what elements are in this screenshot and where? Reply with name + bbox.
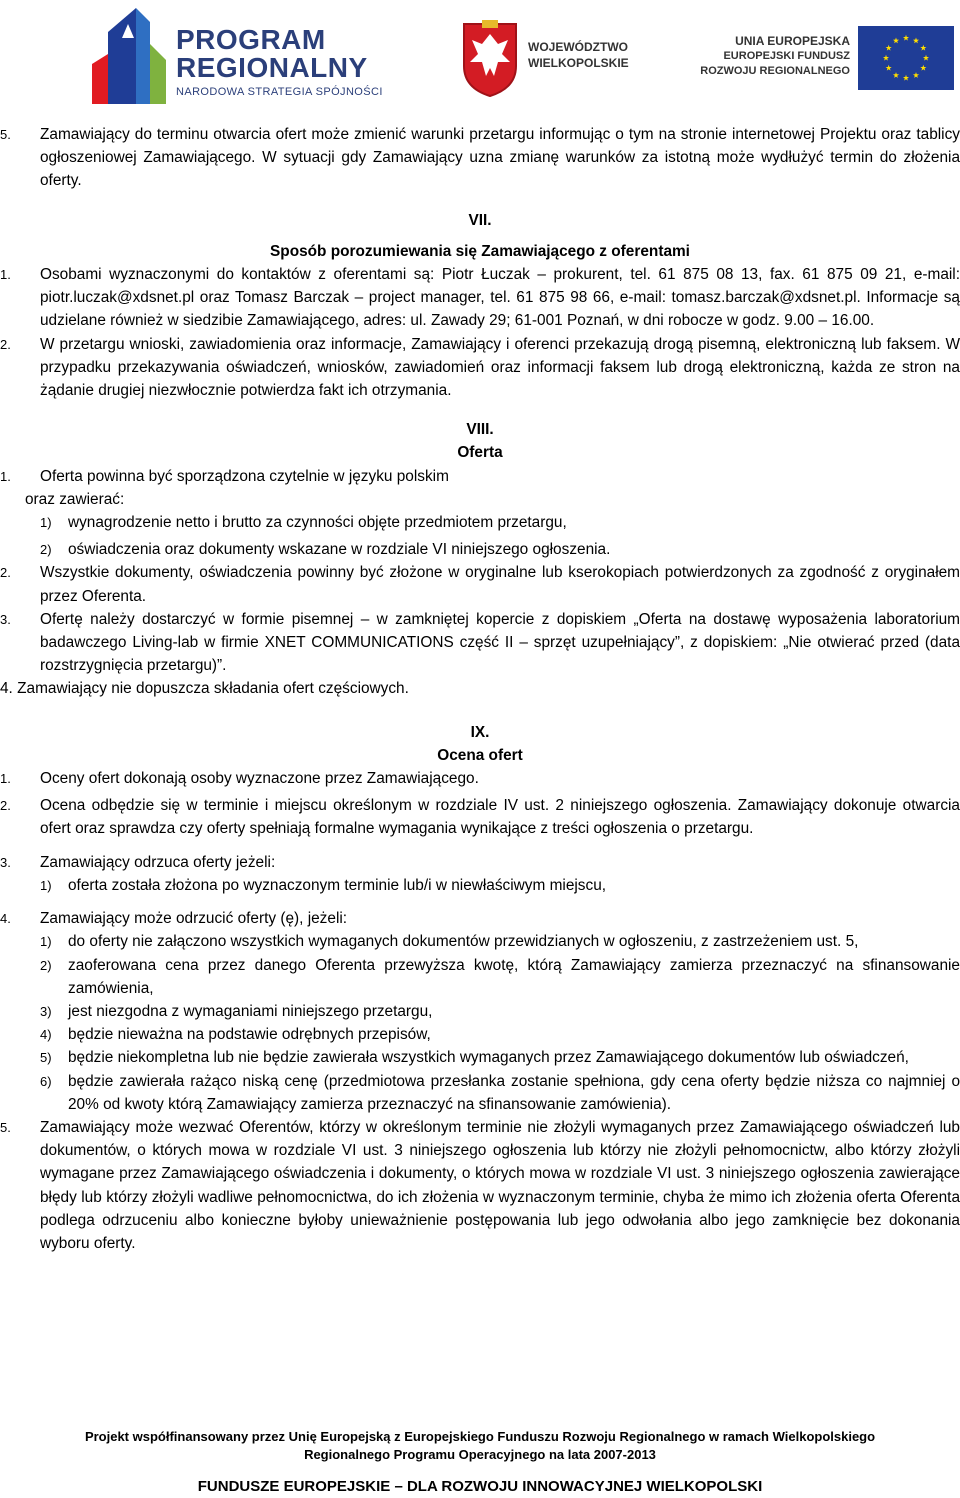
- item-text: Osobami wyznaczonymi do kontaktów z oferentami są: Piotr Łuczak – prokurent, tel. 61 875 08 13, fax. 61 875 09 21, e-mail: piotr.luczak@xdsnet.pl oraz Tomasz Barczak – project manager, tel. 61 875 98 66, e-mail: tomasz.barczak@xdsnet.pl. Informacje są udzielane również w siedzibie Zamawiającego, adres: ul. Zawady 29; 61-001 Poznań, w dni robocze w godz. 9.00 – 16.00.: [40, 266, 960, 330]
- item-text: Zamawiający może wezwać Oferentów, którzy w określonym terminie nie złożyli wymaganych przez Zamawiającego oświadczeń lub dokumentów, o których mowa w rozdziale VI ust. 3 niniejszego ogłoszenia lub którzy nie złożyli pełnomocnictw, albo którzy złożyli wymagane przez Zamawiającego oświadczenia i dokumenty, o których mowa w rozdziale VI ust. 3 niniejszego ogłoszenia zawierające błędy lub którzy złożyli wadliwe pełnomocnictwa, do ich złożenia w wyznaczonym terminie, chyba że mimo ich złożenia oferta Oferenta podlega odrzuceniu albo konieczne byłoby unieważnienie postępowania lub jego odwołania albo jego zamknięcie bez dokonania wyboru oferty.: [40, 1118, 960, 1252]
- wielkopolska-crest-icon: [460, 18, 520, 98]
- section-9-item-3-sub-1: [0, 874, 960, 897]
- sub-number: 1): [40, 877, 52, 893]
- section-8-item-1: [0, 465, 960, 488]
- sub-number: 1): [40, 515, 52, 531]
- item-text: Oceny ofert dokonają osoby wyznaczone przez Zamawiającego.: [40, 770, 479, 788]
- item-text: Oferta powinna być sporządzona czytelnie w języku polskim: [40, 467, 449, 485]
- program-regionalny-logo: [88, 4, 388, 108]
- section-8-item-4: 4. Zamawiający nie dopuszcza składania ofert częściowych.: [0, 680, 409, 698]
- sub-text: będzie nieważna na podstawie odrębnych przepisów,: [68, 1026, 431, 1044]
- sub-number: 6): [40, 1073, 52, 1089]
- sub-text: będzie niekompletna lub nie będzie zawierała wszystkich wymaganych przez Zamawiającego dokumentów lub oświadczeń,: [68, 1049, 909, 1067]
- footer-cofinancing: [0, 1428, 960, 1464]
- section-8-sub-2: [0, 538, 960, 561]
- section-9-item-4-sub-3: [0, 1000, 960, 1023]
- eu-logo: [684, 26, 960, 96]
- section-9-item-4-sub-4: [0, 1023, 960, 1046]
- wojewodztwo-line1: WOJEWÓDZTWO: [528, 40, 628, 54]
- item-number: 1.: [0, 267, 11, 283]
- footer-slogan: FUNDUSZE EUROPEJSKIE – DLA ROZWOJU INNOWACYJNEJ WIELKOPOLSKI: [197, 1478, 763, 1495]
- footer-line-1: Projekt współfinansowany przez Unię Europejską z Europejskiego Funduszu Rozwoju Regionalnego w ramach Wielkopolskiego: [84, 1429, 876, 1444]
- item-number: 5.: [0, 127, 11, 142]
- section-9-item-4: [0, 907, 960, 930]
- item-number: 2.: [0, 798, 11, 814]
- item-text: Wszystkie dokumenty, oświadczenia powinny być złożone w oryginalne lub kserokopiach potwierdzonych za zgodność z oryginałem przez Oferenta.: [40, 564, 960, 605]
- document-body: [0, 123, 960, 1255]
- section-9-item-4-sub-5: [0, 1046, 960, 1069]
- item-number: 1.: [0, 468, 11, 484]
- item-number: 3.: [0, 854, 11, 870]
- section-9-item-1: [0, 767, 960, 790]
- section-8-item-1-continuation: oraz zawierać:: [25, 490, 125, 508]
- ue-line3: ROZWOJU REGIONALNEGO: [700, 65, 850, 77]
- sub-number: 5): [40, 1050, 52, 1066]
- section-9-title: Ocena ofert: [437, 746, 523, 764]
- item-text: Ofertę należy dostarczyć w formie pisemnej – w zamkniętej kopercie z dopiskiem „Oferta na dostawę wyposażenia laboratorium badawczego Living-lab w firmie XNET COMMUNICATIONS część II – sprzęt uzupełniający”, z dopiskiem: „Nie otwierać przed (data rozstrzygnięcia przetargu)”.: [40, 610, 960, 675]
- item-number: 2.: [0, 336, 11, 352]
- item-number: 3.: [0, 611, 11, 627]
- program-regionalny-emblem-icon: [88, 4, 170, 108]
- program-line1: PROGRAM: [176, 24, 326, 55]
- header-logos: [0, 0, 960, 110]
- item-number: 5.: [0, 1119, 11, 1135]
- sub-number: 3): [40, 1003, 52, 1019]
- sub-text: oferta została złożona po wyznaczonym terminie lub/i w niewłaściwym miejscu,: [68, 876, 607, 894]
- sub-text: jest niezgodna z wymaganiami niniejszego przetargu,: [68, 1002, 433, 1020]
- wojewodztwo-logo: [460, 18, 650, 98]
- item-text: Zamawiający odrzuca oferty jeżeli:: [40, 853, 276, 871]
- section-7-item-2: [0, 333, 960, 403]
- sub-text: zaoferowana cena przez danego Oferenta przewyższa kwotę, którą Zamawiający zamierza przeznaczyć na sfinansowanie zamówienia,: [68, 956, 960, 997]
- section-8-item-2: [0, 561, 960, 607]
- item-text: Zamawiający może odrzucić oferty (ę), jeżeli:: [40, 910, 348, 928]
- ue-line1: UNIA EUROPEJSKA: [735, 34, 850, 48]
- section-7-title: Sposób porozumiewania się Zamawiającego z oferentami: [270, 242, 690, 260]
- section-9-item-4-sub-1: [0, 930, 960, 953]
- section-7-item-1: [0, 263, 960, 333]
- section-8-title: Oferta: [457, 444, 503, 462]
- section-7-roman: VII.: [468, 211, 492, 229]
- section-9-roman: IX.: [470, 723, 490, 741]
- sub-number: 2): [40, 542, 52, 558]
- wojewodztwo-line2: WIELKOPOLSKIE: [528, 56, 629, 70]
- item-number: 4.: [0, 911, 11, 927]
- intro-paragraph: [0, 123, 960, 193]
- section-8-item-3: [0, 608, 960, 678]
- sub-text: do oferty nie załączono wszystkich wymaganych dokumentów przewidzianych w ogłoszeniu, z zastrzeżeniem ust. 5,: [68, 933, 859, 951]
- ue-line2: EUROPEJSKI FUNDUSZ: [723, 50, 850, 62]
- section-9-item-5: [0, 1116, 960, 1255]
- sub-number: 1): [40, 934, 52, 950]
- item-number: 1.: [0, 771, 11, 787]
- item-text: Ocena odbędzie się w terminie i miejscu określonym w rozdziale IV ust. 2 niniejszego ogłoszenia. Zamawiający dokonuje otwarcia ofert oraz sprawdza czy oferty spełniają formalne wymagania wynikające z treści ogłoszenia o przetargu.: [40, 797, 960, 838]
- section-9-item-4-sub-2: [0, 954, 960, 1000]
- sub-number: 4): [40, 1027, 52, 1043]
- section-9-item-2: [0, 794, 960, 840]
- section-9-item-4-sub-6: [0, 1070, 960, 1116]
- item-number: 2.: [0, 565, 11, 581]
- item-text: W przetargu wnioski, zawiadomienia oraz informacje, Zamawiający i oferenci przekazują drogą pisemną, elektroniczną lub faksem. W przypadku przekazywania oświadczeń, wniosków, zawiadomień oraz informacji faksem lub drogą elektroniczną, każda ze stron na żądanie drugiej niezwłocznie potwierdza fakt ich otrzymania.: [40, 335, 960, 400]
- section-9-item-3: [0, 851, 960, 874]
- section-8-roman: VIII.: [466, 421, 494, 439]
- sub-text: oświadczenia oraz dokumenty wskazane w rozdziale VI niniejszego ogłoszenia.: [68, 541, 611, 559]
- sub-text: będzie zawierała rażąco niską cenę (przedmiotowa przesłanka zostanie spełniona, gdy cena oferty będzie niższa co najmniej o 20% od kwoty którą Zamawiający zamierza przeznaczyć na sfinansowanie zamówienia).: [68, 1072, 960, 1113]
- eu-flag-icon: [858, 26, 954, 90]
- program-line3: NARODOWA STRATEGIA SPÓJNOŚCI: [176, 86, 383, 98]
- program-line2: REGIONALNY: [176, 52, 368, 83]
- section-8-sub-1: [0, 511, 960, 534]
- sub-number: 2): [40, 957, 52, 973]
- footer-line-2: Regionalnego Programu Operacyjnego na lata 2007-2013: [304, 1447, 656, 1462]
- item-text: Zamawiający do terminu otwarcia ofert może zmienić warunki przetargu informując o tym na stronie internetowej Projektu oraz tablicy ogłoszeniowej Zamawiającego. W sytuacji gdy Zamawiający uzna zmianę warunków za istotną może wydłużyć termin do złożenia oferty.: [40, 126, 960, 190]
- sub-text: wynagrodzenie netto i brutto za czynności objęte przedmiotem przetargu,: [68, 514, 567, 532]
